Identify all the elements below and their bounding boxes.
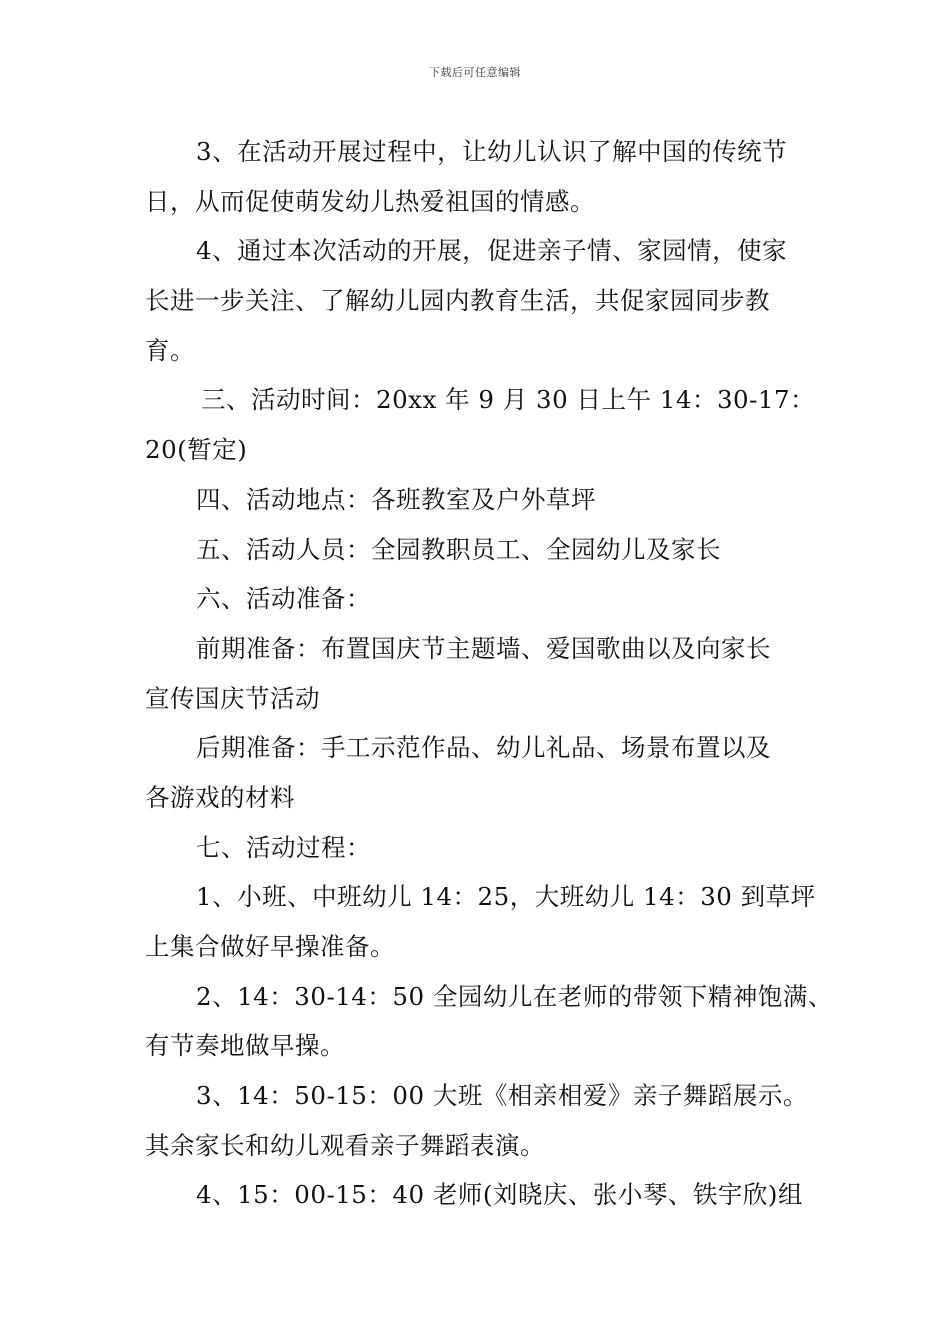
text-line: 日，从而促使萌发幼儿热爱祖国的情感。 <box>145 186 595 216</box>
text-line: 五、活动人员：全园教职员工、全园幼儿及家长 <box>196 534 721 564</box>
text-line: 4、通过本次活动的开展，促进亲子情、家园情，使家 <box>196 236 788 266</box>
text-line: 1、小班、中班幼儿 14：25，大班幼儿 14：30 到草坪 <box>196 882 816 912</box>
text-line: 育。 <box>145 335 195 365</box>
text-line: 七、活动过程： <box>196 832 371 862</box>
page-header: 下载后可任意编辑 <box>429 66 521 79</box>
text-line: 有节奏地做早操。 <box>145 1031 345 1061</box>
text-line: 宣传国庆节活动 <box>145 683 320 713</box>
text-line: 四、活动地点：各班教室及户外草坪 <box>196 484 596 514</box>
text-line: 后期准备：手工示范作品、幼儿礼品、场景布置以及 <box>196 733 771 763</box>
text-line: 20(暂定) <box>145 435 248 465</box>
document-body <box>145 127 833 1220</box>
text-line: 2、14：30-14：50 全园幼儿在老师的带领下精神饱满、 <box>196 981 833 1011</box>
text-line: 前期准备：布置国庆节主题墙、爱国歌曲以及向家长 <box>196 633 771 663</box>
text-line: 其余家长和幼儿观看亲子舞蹈表演。 <box>145 1130 545 1160</box>
text-line: 六、活动准备： <box>196 584 371 614</box>
text-line: 各游戏的材料 <box>145 782 295 812</box>
text-line: 4、15：00-15：40 老师(刘晓庆、张小琴、铁宇欣)组 <box>196 1180 803 1210</box>
text-line: 三、活动时间：20xx 年 9 月 30 日上午 14：30-17： <box>201 385 816 415</box>
text-line: 长进一步关注、了解幼儿园内教育生活，共促家园同步教 <box>145 286 770 316</box>
text-line: 3、在活动开展过程中，让幼儿认识了解中国的传统节 <box>196 137 788 166</box>
text-line: 上集合做好早操准备。 <box>145 932 395 961</box>
text-line: 3、14：50-15：00 大班《相亲相爱》亲子舞蹈展示。 <box>196 1081 808 1111</box>
